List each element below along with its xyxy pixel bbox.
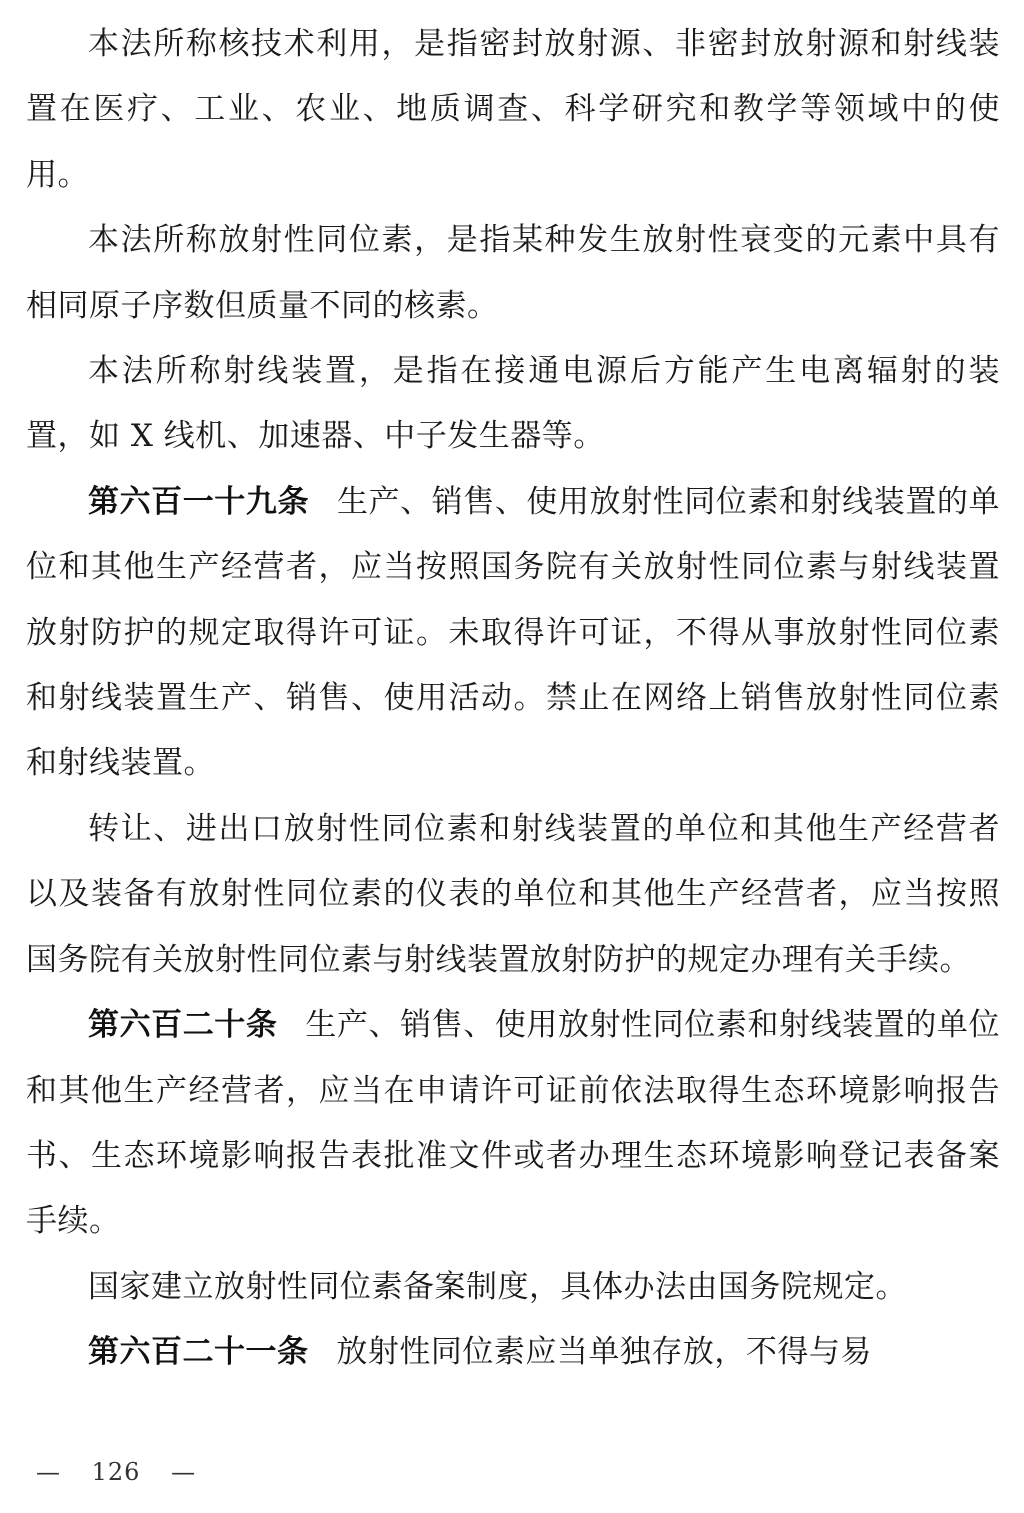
page-number: 126 [91, 1458, 141, 1486]
paragraph-text: 本法所称放射性同位素，是指某种发生放射性衰变的元素中具有相同原子序数但质量不同的核素。 [26, 222, 1000, 324]
article-620 [26, 993, 1000, 1255]
paragraph-text: 转让、进出口放射性同位素和射线装置的单位和其他生产经营者以及装备有放射性同位素的仪表的单位和其他生产经营者，应当按照国务院有关放射性同位素与射线装置放射防护的规定办理有关手续。 [26, 810, 1000, 978]
page-footer [36, 1458, 196, 1486]
article-title: 第六百一十九条 [88, 483, 310, 520]
paragraph-text: 放射性同位素应当单独存放，不得与易 [336, 1334, 872, 1371]
document-page [26, 0, 1000, 1513]
paragraph-2 [26, 208, 1000, 339]
footer-left-dash: — [36, 1458, 61, 1486]
body-text [26, 12, 1000, 1386]
paragraph-text: 本法所称射线装置，是指在接通电源后方能产生电离辐射的装置，如 X 线机、加速器、中子发生器等。 [26, 353, 1000, 455]
footer-right-dash: — [171, 1458, 197, 1486]
paragraph-text: 生产、销售、使用放射性同位素和射线装置的单位和其他生产经营者，应当在申请许可证前依法取得生态环境影响报告书、生态环境影响报告表批准文件或者办理生态环境影响登记表备案手续。 [26, 1007, 1000, 1240]
article-621 [26, 1320, 1000, 1385]
paragraph-5 [26, 797, 1000, 993]
paragraph-text: 本法所称核技术利用，是指密封放射源、非密封放射源和射线装置在医疗、工业、农业、地质调查、科学研究和教学等领域中的使用。 [26, 26, 1000, 193]
paragraph-text: 国家建立放射性同位素备案制度，具体办法由国务院规定。 [88, 1268, 907, 1305]
paragraph-1 [26, 12, 1000, 208]
paragraph-7 [26, 1255, 1000, 1320]
article-619 [26, 470, 1000, 797]
paragraph-text: 生产、销售、使用放射性同位素和射线装置的单位和其他生产经营者，应当按照国务院有关放射性同位素与射线装置放射防护的规定取得许可证。未取得许可证，不得从事放射性同位素和射线装置生产、销售、使用活动。禁止在网络上销售放射性同位素和射线装置。 [26, 483, 1000, 782]
article-title: 第六百二十一条 [88, 1334, 309, 1371]
article-title: 第六百二十条 [88, 1007, 278, 1044]
paragraph-3 [26, 339, 1000, 470]
